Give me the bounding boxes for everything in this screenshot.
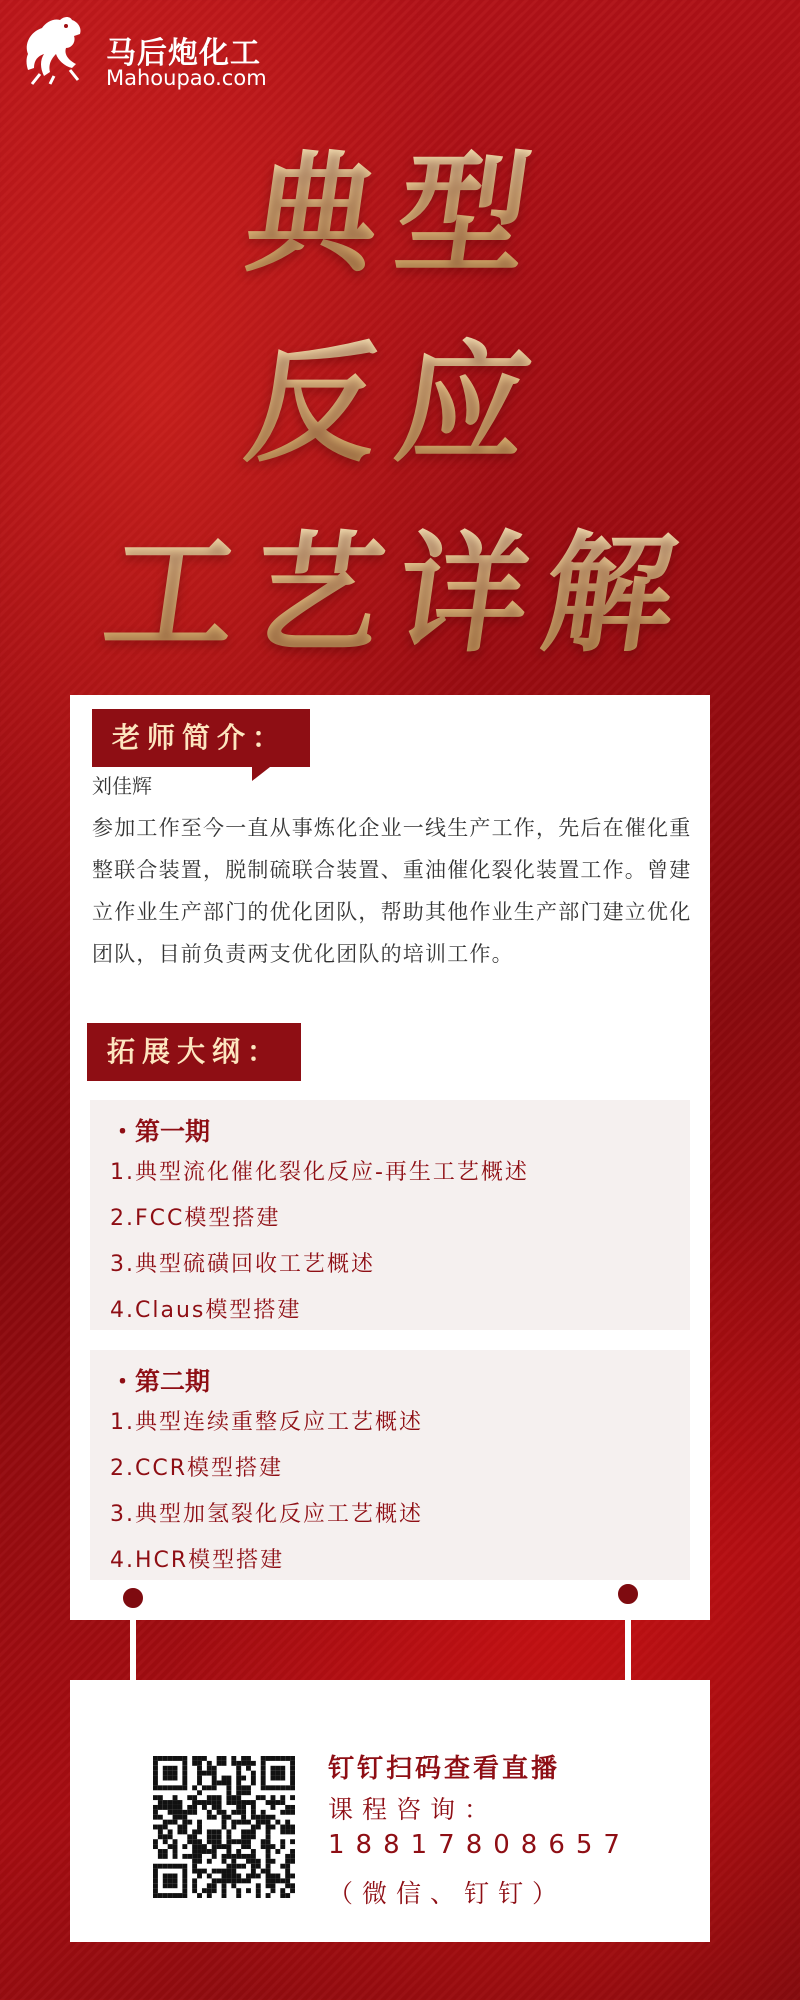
scan-cta: 钉钉扫码查看直播 — [328, 1754, 561, 1784]
contact-card — [70, 1680, 710, 1942]
outline-heading: 拓展大纲： — [87, 1023, 301, 1081]
list-item: 1.典型连续重整反应工艺概述 — [110, 1410, 423, 1435]
list-item: 3.典型硫磺回收工艺概述 — [110, 1252, 375, 1277]
list-item: 2.FCC模型搭建 — [110, 1206, 281, 1231]
qr-code-icon[interactable] — [153, 1756, 295, 1898]
consult-label: 课程咨询： — [328, 1795, 499, 1824]
title-line-1: 典型 — [0, 110, 800, 297]
period-block-2 — [90, 1350, 690, 1580]
contact-note: （微信、钉钉） — [328, 1879, 567, 1908]
title-line-3: 工艺详解 — [0, 490, 800, 677]
brand-domain: Mahoupao.com — [106, 66, 267, 90]
period-title: ・第二期 — [110, 1367, 211, 1396]
phone-number: 18817808657 — [328, 1830, 631, 1860]
brand-name: 马后炮化工 — [106, 36, 261, 71]
period-title: ・第一期 — [110, 1117, 211, 1146]
period-block-1 — [90, 1100, 690, 1330]
list-item: 3.典型加氢裂化反应工艺概述 — [110, 1502, 423, 1527]
course-info-card — [70, 695, 710, 1620]
brand-logo — [20, 14, 267, 90]
horse-logo-icon — [20, 14, 88, 86]
list-item: 2.CCR模型搭建 — [110, 1456, 283, 1481]
teacher-heading: 老师简介： — [92, 709, 310, 767]
ring-top-left-icon — [120, 1585, 146, 1611]
list-item: 4.HCR模型搭建 — [110, 1548, 285, 1573]
list-item: 4.Claus模型搭建 — [110, 1298, 302, 1323]
teacher-name: 刘佳辉 — [92, 774, 152, 798]
teacher-bio: 参加工作至今一直从事炼化企业一线生产工作，先后在催化重整联合装置，脱制硫联合装置、重油催化裂化装置工作。曾建立作业生产部门的优化团队，帮助其他作业生产部门建立优化团队，目前负责两支优化团队的培训工作。 — [92, 816, 692, 966]
title-line-2: 反应 — [0, 300, 800, 487]
ring-top-right-icon — [615, 1581, 641, 1607]
list-item: 1.典型流化催化裂化反应-再生工艺概述 — [110, 1160, 529, 1185]
